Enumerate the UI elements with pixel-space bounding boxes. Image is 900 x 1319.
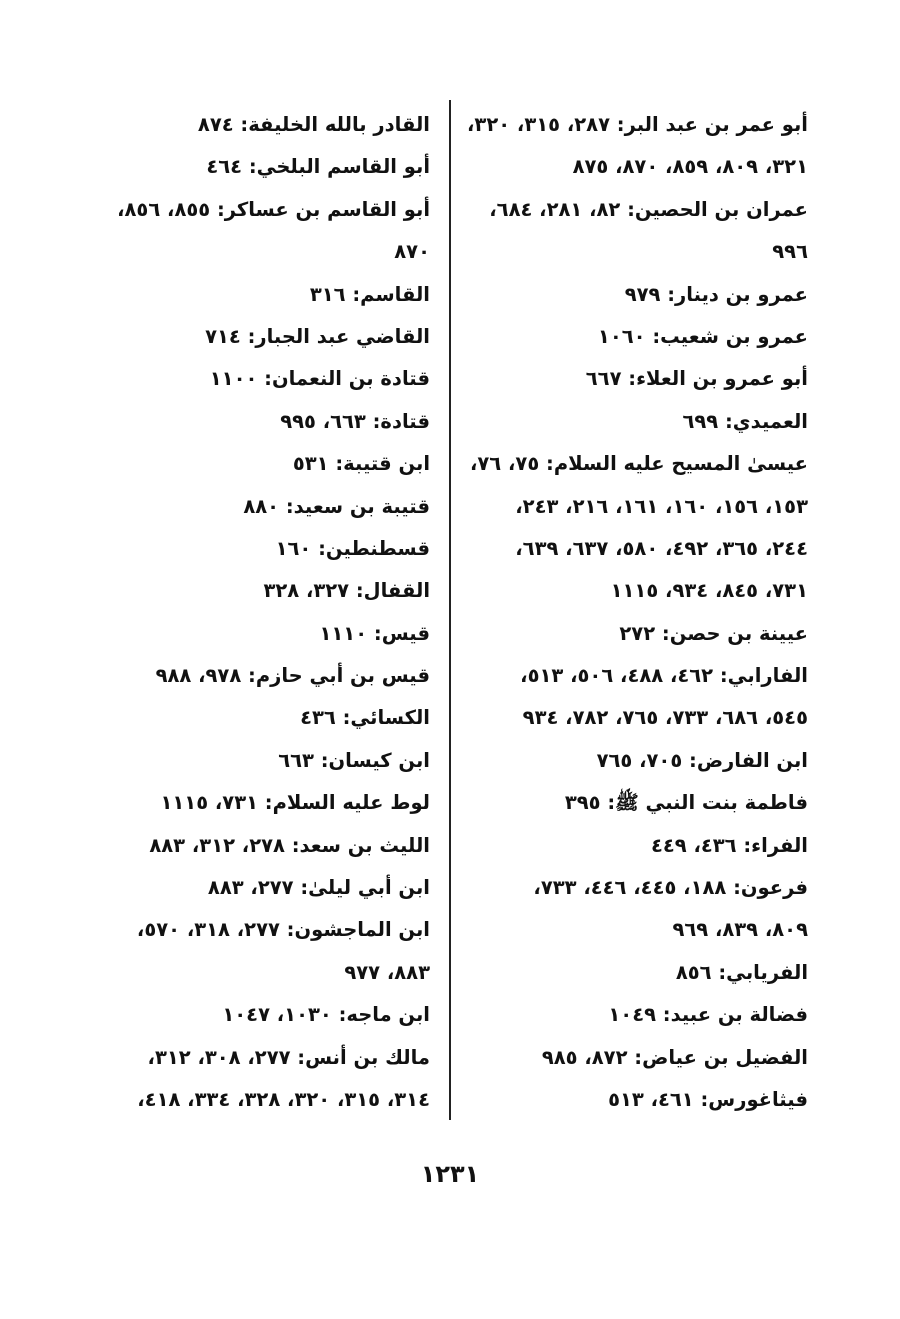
index-line: عمرو بن دينار: ٩٧٩ [624,282,808,306]
index-line: فرعون: ١٨٨، ٤٤٥، ٤٤٦، ٧٣٣، [533,876,808,900]
index-line: قتادة: ٦٦٣، ٩٩٥ [280,409,430,433]
index-line: فاطمة بنت النبي ﷺ: ٣٩٥ [564,791,808,815]
index-column-right [463,104,808,1121]
index-line: عمرو بن شعيب: ١٠٦٠ [597,324,808,348]
index-line: فيثاغورس: ٤٦١، ٥١٣ [608,1087,808,1111]
index-line: عيينة بن حصن: ٢٧٢ [619,621,808,645]
index-line: فضالة بن عبيد: ١٠٤٩ [608,1003,808,1027]
index-line: ابن قتيبة: ٥٣١ [292,452,430,476]
index-line: القاضي عبد الجبار: ٧١٤ [205,324,430,348]
page-number: ١٢٣١ [420,1160,480,1188]
index-line: الفارابي: ٤٦٢، ٤٨٨، ٥٠٦، ٥١٣، [520,664,808,688]
index-line: الفضيل بن عياض: ٨٧٢، ٩٨٥ [541,1045,808,1069]
index-line: أبو القاسم البلخي: ٤٦٤ [206,155,430,179]
index-line: مالك بن أنس: ٢٧٧، ٣٠٨، ٣١٢، [147,1045,430,1069]
index-line: ابن الفارض: ٧٠٥، ٧٦٥ [596,748,808,772]
index-line: ٢٤٤، ٣٦٥، ٤٩٢، ٥٨٠، ٦٣٧، ٦٣٩، [515,536,808,560]
index-line: الفراء: ٤٣٦، ٤٤٩ [650,833,808,857]
index-column-left [85,104,430,1121]
index-line: القادر بالله الخليفة: ٨٧٤ [197,113,430,136]
index-line: أبو عمر بن عبد البر: ٢٨٧، ٣١٥، ٣٢٠، [467,113,808,136]
index-line: ٣١٤، ٣١٥، ٣٢٠، ٣٢٨، ٣٣٤، ٤١٨، [137,1087,430,1111]
index-line: عيسىٰ المسيح عليه السلام: ٧٥، ٧٦، [469,452,808,476]
index-line: القفال: ٣٢٧، ٣٢٨ [263,579,430,603]
index-line: ابن أبي ليلىٰ: ٢٧٧، ٨٨٣ [207,876,430,900]
index-line: ٧٣١، ٨٤٥، ٩٣٤، ١١١٥ [610,579,808,603]
index-line: قسطنطين: ١٦٠ [275,536,430,560]
index-line: ٨٠٩، ٨٣٩، ٩٦٩ [672,918,808,942]
index-line: الكسائي: ٤٣٦ [300,706,430,730]
index-line: ١٥٣، ١٥٦، ١٦٠، ١٦١، ٢١٦، ٢٤٣، [515,494,808,518]
index-line: أبو القاسم بن عساكر: ٨٥٥، ٨٥٦، [117,197,430,221]
index-line: القاسم: ٣١٦ [309,282,430,306]
index-line: ٨٨٣، ٩٧٧ [344,960,430,984]
index-line: ابن ماجه: ١٠٣٠، ١٠٤٧ [222,1003,430,1027]
index-line: ٥٤٥، ٦٨٦، ٧٣٣، ٧٦٥، ٧٨٢، ٩٣٤ [522,706,808,730]
index-line: قتادة بن النعمان: ١١٠٠ [209,367,430,391]
index-line: الفريابي: ٨٥٦ [675,960,808,984]
index-line: قيس بن أبي حازم: ٩٧٨، ٩٨٨ [155,664,430,688]
index-line: ٣٢١، ٨٠٩، ٨٥٩، ٨٧٠، ٨٧٥ [572,155,808,179]
index-line: الليث بن سعد: ٢٧٨، ٣١٢، ٨٨٣ [149,833,430,857]
index-line: قتيبة بن سعيد: ٨٨٠ [243,494,430,518]
index-line: ابن الماجشون: ٢٧٧، ٣١٨، ٥٧٠، [136,918,430,942]
index-line: العميدي: ٦٩٩ [682,409,808,433]
index-line: ابن كيسان: ٦٦٣ [278,748,430,772]
index-line: أبو عمرو بن العلاء: ٦٦٧ [585,367,808,391]
index-line: ٩٩٦ [772,240,808,264]
index-line: قيس: ١١١٠ [319,621,430,645]
index-line: ٨٧٠ [394,240,430,264]
column-divider [449,100,451,1120]
index-line: لوط عليه السلام: ٧٣١، ١١١٥ [160,791,430,815]
index-line: عمران بن الحصين: ٨٢، ٢٨١، ٦٨٤، [489,197,808,221]
